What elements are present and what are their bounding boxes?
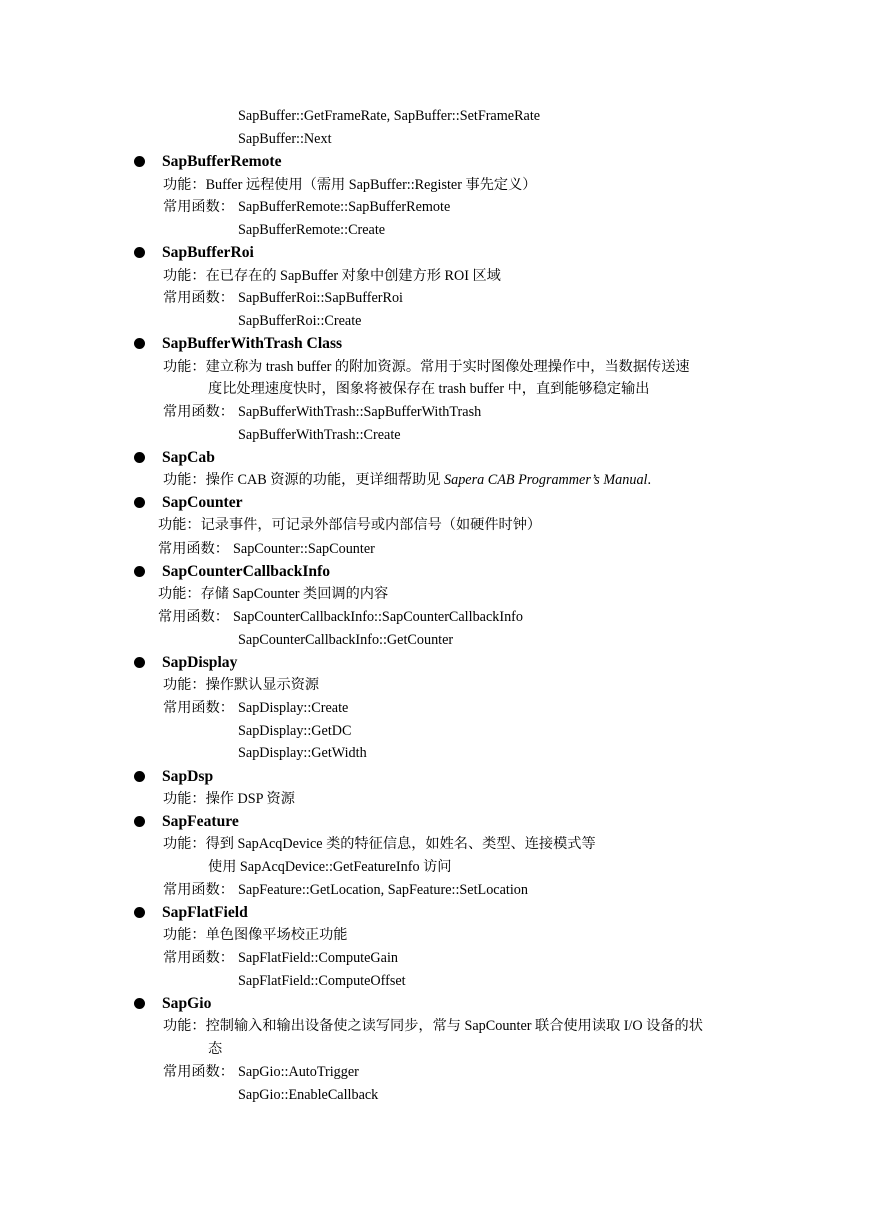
class-heading: SapCounterCallbackInfo	[162, 563, 331, 580]
functions-label: 常用函数：	[163, 199, 234, 215]
bullet-icon	[134, 907, 145, 918]
class-heading: SapCab	[162, 449, 215, 466]
class-heading: SapBufferRemote	[162, 153, 282, 170]
class-description-continued: 态	[208, 1041, 223, 1057]
bullet-icon	[134, 338, 145, 349]
function-entry: SapBufferRoi::Create	[238, 313, 362, 329]
function-entry: SapFlatField::ComputeOffset	[238, 973, 406, 989]
function-entry: SapCounter::SapCounter	[233, 541, 375, 557]
functions-label: 常用函数：	[163, 1064, 234, 1080]
class-description: 功能：在已存在的 SapBuffer 对象中创建方形 ROI 区域	[163, 268, 501, 284]
bullet-icon	[134, 247, 145, 258]
bullet-icon	[134, 497, 145, 508]
function-entry: SapFeature::GetLocation, SapFeature::SetLocation	[238, 882, 528, 898]
bullet-icon	[134, 452, 145, 463]
class-description: 功能：操作 CAB 资源的功能，更详细帮助见 Sapera CAB Programmer’s Manual.	[163, 472, 652, 488]
function-entry: SapGio::AutoTrigger	[238, 1064, 359, 1080]
class-heading: SapFeature	[162, 813, 239, 830]
function-entry: SapBufferRemote::Create	[238, 222, 386, 238]
class-heading: SapBufferWithTrash Class	[162, 335, 343, 352]
class-description: 功能：操作默认显示资源	[163, 677, 320, 693]
functions-label: 常用函数：	[163, 290, 234, 306]
function-entry: SapCounterCallbackInfo::SapCounterCallbackInfo	[233, 609, 523, 625]
class-description: 功能：单色图像平场校正功能	[163, 927, 348, 943]
class-description: 功能：控制输入和输出设备使之读写同步，常与 SapCounter 联合使用读取 I/O 设备的状	[163, 1018, 703, 1034]
function-entry: SapGio::EnableCallback	[238, 1087, 379, 1103]
bullet-icon	[134, 998, 145, 1009]
class-description-continued: 度比处理速度快时，图象将被保存在 trash buffer 中，直到能够稳定输出	[208, 381, 650, 397]
functions-label: 常用函数：	[163, 950, 234, 966]
functions-label: 常用函数：	[163, 404, 234, 420]
function-entry: SapBufferRoi::SapBufferRoi	[238, 290, 403, 306]
class-heading: SapFlatField	[162, 904, 248, 921]
function-entry: SapDisplay::GetWidth	[238, 745, 367, 761]
class-description: 功能：建立称为 trash buffer 的附加资源。常用于实时图像处理操作中，当数据传送速	[163, 359, 690, 375]
functions-label: 常用函数：	[163, 882, 234, 898]
class-heading: SapDsp	[162, 768, 214, 785]
class-heading: SapDisplay	[162, 654, 238, 671]
function-entry: SapFlatField::ComputeGain	[238, 950, 398, 966]
class-description: 功能：得到 SapAcqDevice 类的特征信息，如姓名、类型、连接模式等	[163, 836, 596, 852]
bullet-icon	[134, 156, 145, 167]
manual-title: Sapera CAB Programmer’s Manual	[444, 472, 648, 488]
bullet-icon	[134, 771, 145, 782]
functions-label: 常用函数：	[158, 541, 229, 557]
class-heading: SapBufferRoi	[162, 244, 254, 261]
class-description-continued: 使用 SapAcqDevice::GetFeatureInfo 访问	[208, 859, 452, 875]
function-entry: SapBufferWithTrash::Create	[238, 427, 401, 443]
bullet-icon	[134, 816, 145, 827]
function-entry: SapDisplay::GetDC	[238, 723, 352, 739]
class-description: 功能：存储 SapCounter 类回调的内容	[158, 586, 389, 602]
function-entry: SapBuffer::GetFrameRate, SapBuffer::SetFrameRate	[238, 108, 541, 124]
bullet-icon	[134, 566, 145, 577]
class-description: 功能：操作 DSP 资源	[163, 791, 295, 807]
bullet-icon	[134, 657, 145, 668]
function-entry: SapCounterCallbackInfo::GetCounter	[238, 632, 454, 648]
functions-label: 常用函数：	[158, 609, 229, 625]
class-heading: SapGio	[162, 995, 212, 1012]
class-heading: SapCounter	[162, 494, 243, 511]
class-description: 功能：Buffer 远程使用（需用 SapBuffer::Register 事先定义）	[163, 177, 537, 193]
functions-label: 常用函数：	[163, 700, 234, 716]
function-entry: SapDisplay::Create	[238, 700, 349, 716]
class-description: 功能：记录事件，可记录外部信号或内部信号（如硬件时钟）	[158, 517, 542, 533]
function-entry: SapBuffer::Next	[238, 131, 332, 147]
function-entry: SapBufferRemote::SapBufferRemote	[238, 199, 451, 215]
function-entry: SapBufferWithTrash::SapBufferWithTrash	[238, 404, 482, 420]
